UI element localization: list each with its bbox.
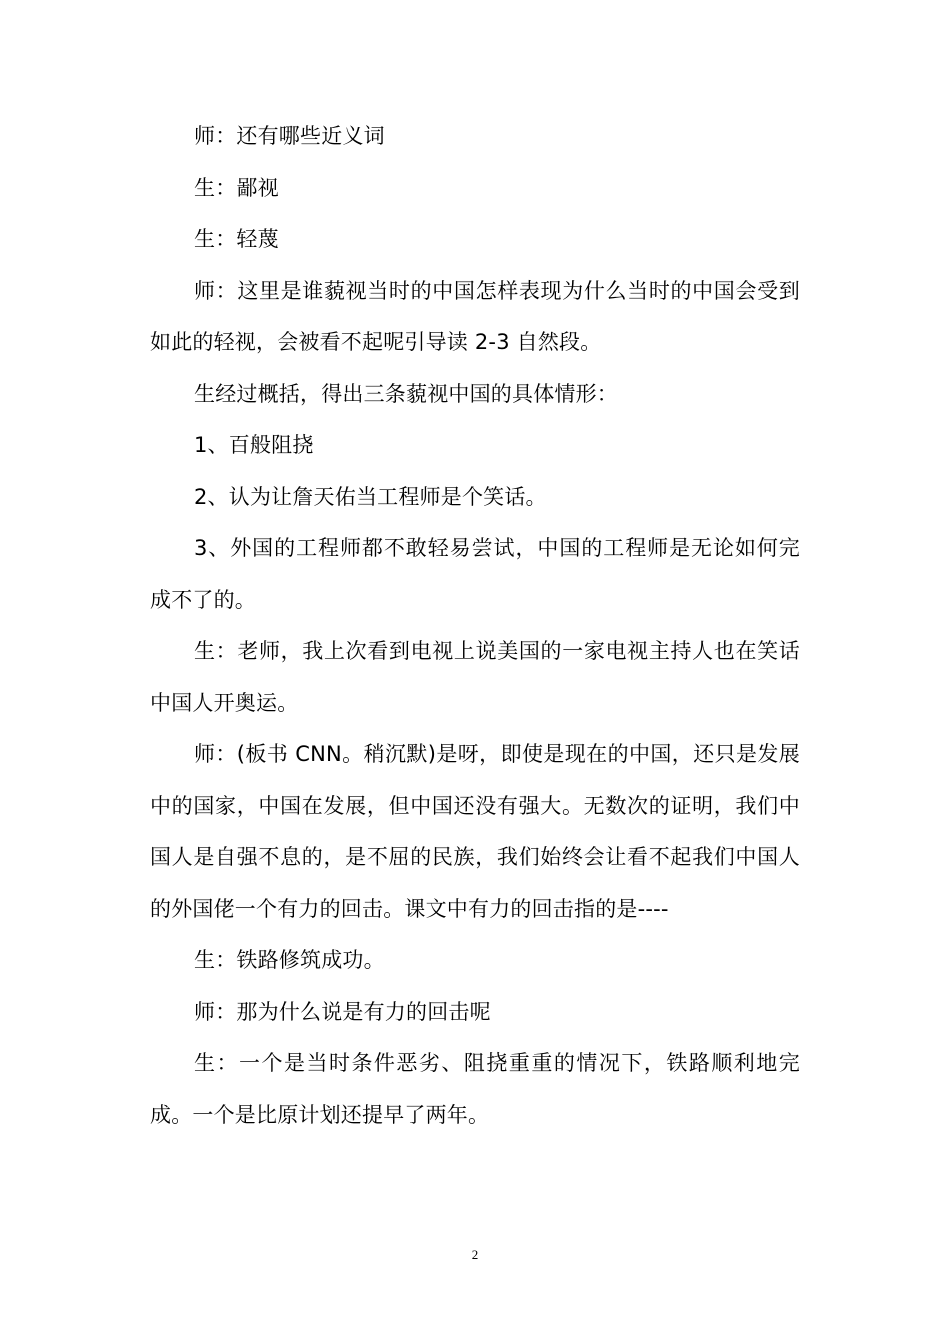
paragraph: 生经过概括，得出三条藐视中国的具体情形：	[194, 381, 618, 406]
paragraph: 2、认为让詹天佑当工程师是个笑话。	[194, 484, 547, 509]
paragraph: 3、外国的工程师都不敢轻易尝试，中国的工程师是无论如何完成不了的。	[150, 536, 800, 612]
document-body	[150, 111, 800, 1141]
paragraph: 师：这里是谁藐视当时的中国怎样表现为什么当时的中国会受到如此的轻视，会被看不起呢引导读 2-3 自然段。	[150, 278, 800, 354]
paragraph: 生：鄙视	[194, 175, 279, 200]
paragraph: 生：老师，我上次看到电视上说美国的一家电视主持人也在笑话中国人开奥运。	[150, 639, 800, 715]
page-number: 2	[471, 1247, 479, 1262]
paragraph: 1、百般阻挠	[194, 433, 314, 457]
paragraph: 师：那为什么说是有力的回击呢	[194, 999, 491, 1024]
paragraph: 生：轻蔑	[194, 227, 279, 251]
paragraph: 生：一个是当时条件恶劣、阻挠重重的情况下，铁路顺利地完成。一个是比原计划还提早了两年。	[150, 1051, 800, 1127]
paragraph: 师：还有哪些近义词	[194, 124, 385, 148]
paragraph: 师：(板书 CNN。稍沉默)是呀，即使是现在的中国，还只是发展中的国家，中国在发展，但中国还没有强大。无数次的证明，我们中国人是自强不息的，是不屈的民族，我们始终会让看不起我们中国人的外国佬一个有力的回击。课文中有力的回击指的是----	[150, 742, 800, 921]
paragraph: 生：铁路修筑成功。	[194, 948, 385, 972]
